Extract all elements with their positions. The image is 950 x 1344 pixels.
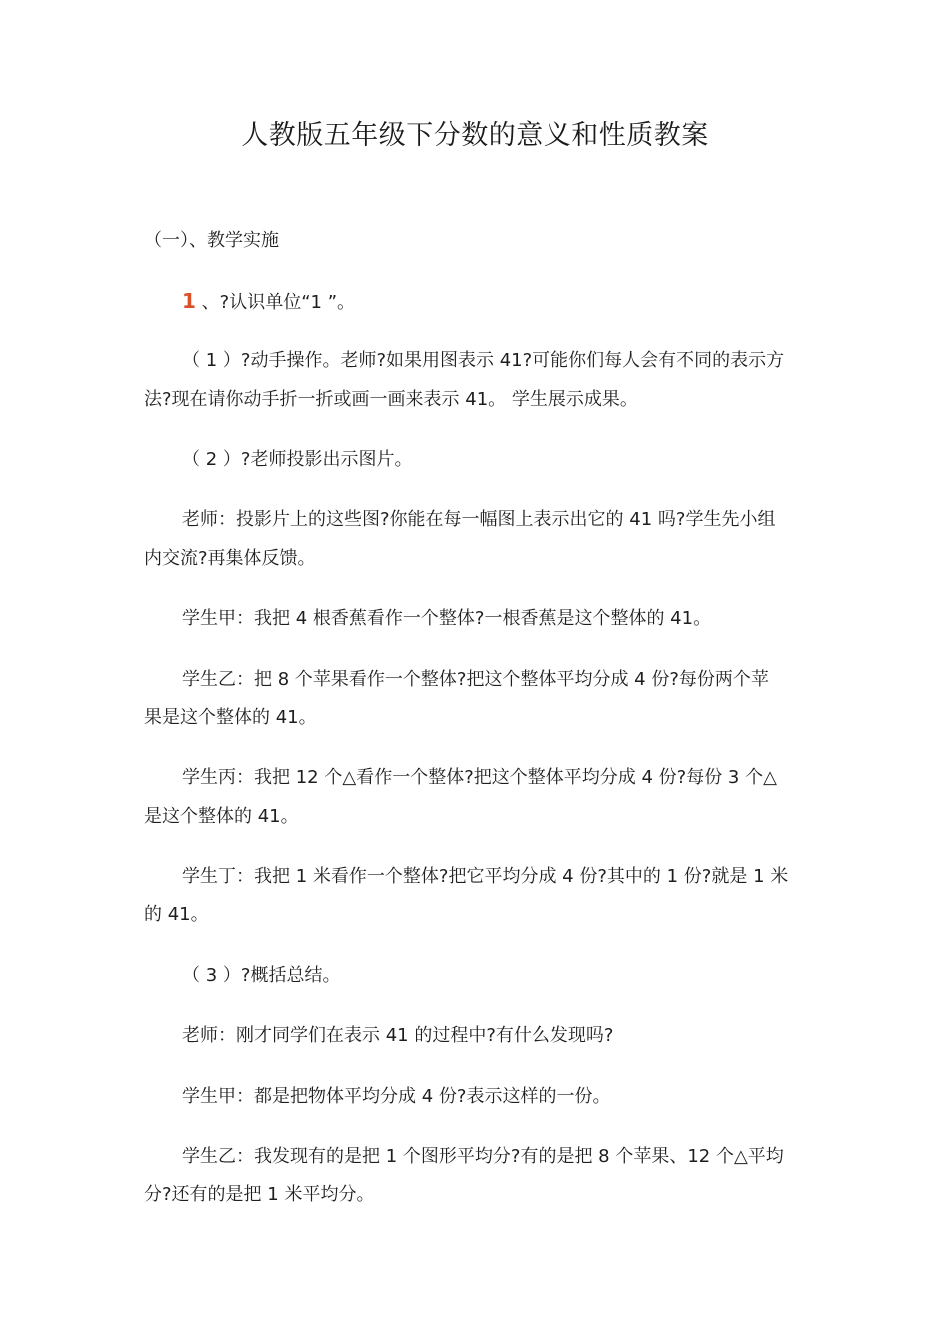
paragraph-line: 学生乙：我发现有的是把 1 个图形平均分?有的是把 8 个苹果、12 个△平均 — [182, 1146, 784, 1167]
paragraph-line: 法?现在请你动手折一折或画一画来表示 41。 学生展示成果。 — [144, 389, 638, 410]
document-title: 人教版五年级下分数的意义和性质教案 — [241, 120, 709, 151]
item-text: 、?认识单位“1 ”。 — [201, 292, 356, 313]
paragraph-line: 学生丁：我把 1 米看作一个整体?把它平均分成 4 份?其中的 1 份?就是 1 米 — [182, 866, 789, 887]
paragraph-line: 的 41。 — [144, 904, 209, 925]
section-heading: （一）、教学实施 — [144, 230, 279, 251]
paragraph-line: 老师：投影片上的这些图?你能在每一幅图上表示出它的 41 吗?学生先小组 — [182, 509, 776, 530]
paragraph-line: 学生丙：我把 12 个△看作一个整体?把这个整体平均分成 4 份?每份 3 个△ — [182, 767, 777, 788]
paragraph-line: （ 1 ）?动手操作。老师?如果用图表示 41?可能你们每人会有不同的表示方 — [182, 350, 785, 371]
paragraph-line: 内交流?再集体反馈。 — [144, 548, 316, 569]
paragraph-line: 学生甲：我把 4 根香蕉看作一个整体?一根香蕉是这个整体的 41。 — [182, 608, 712, 629]
paragraph-line: 学生甲：都是把物体平均分成 4 份?表示这样的一份。 — [182, 1086, 611, 1107]
paragraph-line: 是这个整体的 41。 — [144, 806, 299, 827]
paragraph-line: 分?还有的是把 1 米平均分。 — [144, 1184, 375, 1205]
paragraph-line: （ 3 ）?概括总结。 — [182, 965, 341, 986]
paragraph-line: （ 2 ）?老师投影出示图片。 — [182, 449, 413, 470]
item-number: 1 — [182, 289, 196, 313]
item-heading — [144, 282, 852, 322]
paragraph-line: 老师：刚才同学们在表示 41 的过程中?有什么发现吗? — [182, 1025, 614, 1046]
paragraph-line: 果是这个整体的 41。 — [144, 707, 317, 728]
paragraph-line: 学生乙：把 8 个苹果看作一个整体?把这个整体平均分成 4 份?每份两个苹 — [182, 669, 769, 690]
